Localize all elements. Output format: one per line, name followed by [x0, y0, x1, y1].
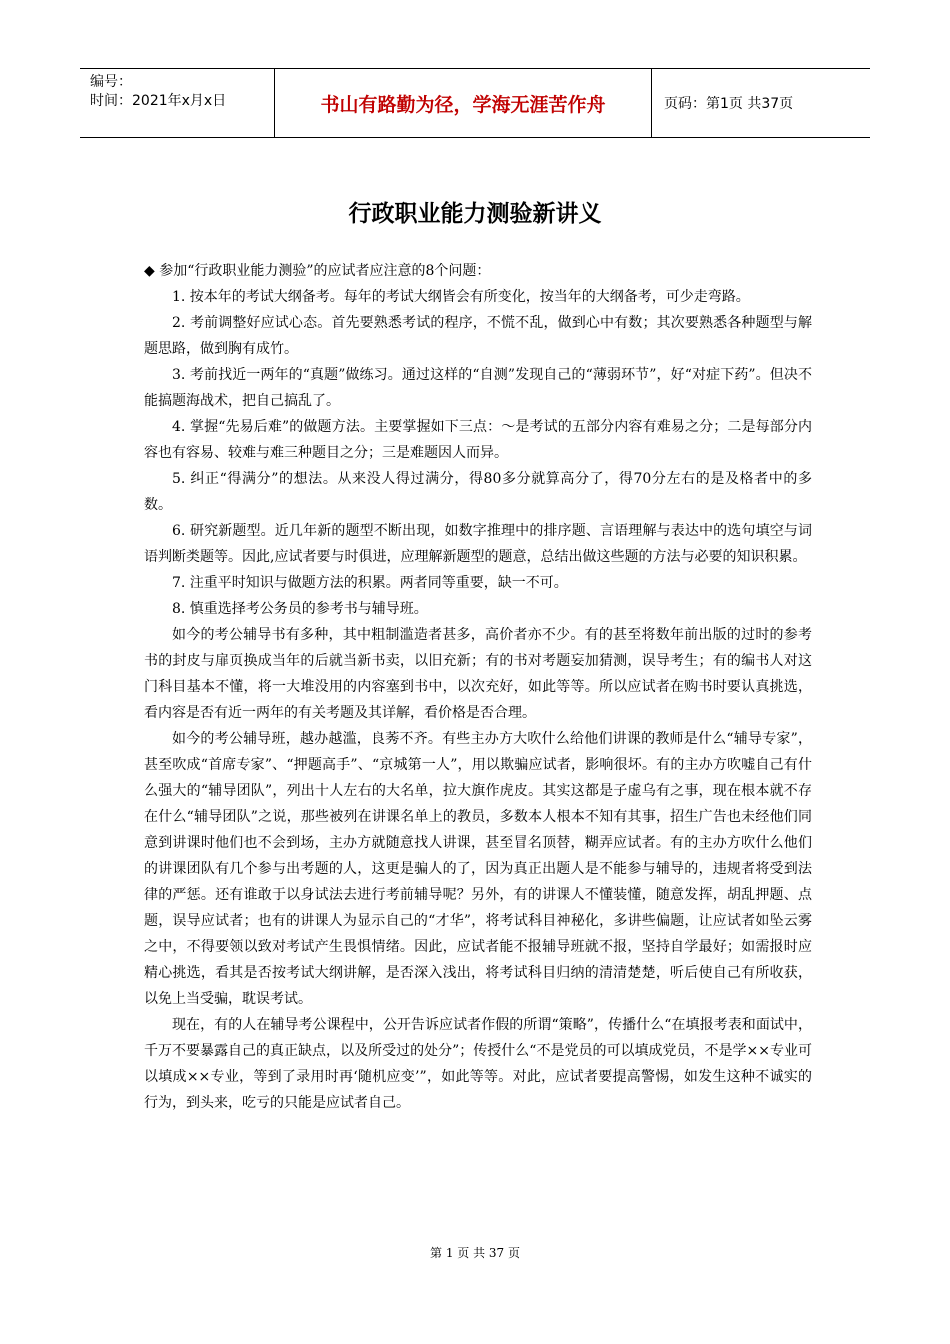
paragraph-5: 5. 纠正“得满分”的想法。从来没人得过满分，得80多分就算高分了，得70分左右的是及格者中的多数。	[144, 471, 812, 513]
paragraph-7: 7. 注重平时知识与做题方法的积累。两者同等重要，缺一不可。	[172, 575, 568, 591]
paragraph-4: 4. 掌握“先易后难”的做题方法。主要掌握如下三点：～是考试的五部分内容有难易之分；二是每部分内容也有容易、较难与难三种题目之分；三是难题因人而异。	[144, 419, 812, 461]
document-title: 行政职业能力测验新讲义	[348, 201, 602, 227]
page-footer: 第 1 页 共 37 页	[430, 1246, 520, 1260]
doc-number-label: 编号：	[90, 74, 132, 90]
doc-time-label: 时间：2021年x月x日	[90, 93, 227, 109]
paragraph-6: 6. 研究新题型。近几年新的题型不断出现，如数字推理中的排序题、言语理解与表达中的选句填空与词语判断类题等。因此,应试者要与时俱进，应理解新题型的题意，总结出做这些题的方法与必要的知识积累。	[144, 523, 812, 565]
paragraph-books: 如今的考公辅导书有多种，其中粗制滥造者甚多，高价者亦不少。有的甚至将数年前出版的过时的参考书的封皮与扉页换成当年的后就当新书卖，以旧充新；有的书对考题妄加猜测，误导考生；有的编书人对这门科目基本不懂，将一大堆没用的内容塞到书中，以次充好，如此等等。所以应试者在购书时要认真挑选，看内容是否有近一两年的有关考题及其详解，看价格是否合理。	[144, 627, 812, 721]
paragraph-1: 1. 按本年的考试大纲备考。每年的考试大纲皆会有所变化，按当年的大纲备考，可少走弯路。	[172, 289, 750, 305]
paragraph-3: 3. 考前找近一两年的“真题”做练习。通过这样的“自测”发现自己的“薄弱环节”，好“对症下药”。但决不能搞题海战术，把自己搞乱了。	[144, 367, 812, 409]
header-motto: 书山有路勤为径，学海无涯苦作舟	[275, 69, 652, 137]
document-body	[144, 258, 812, 1116]
paragraph-classes: 如今的考公辅导班，越办越滥，良莠不齐。有些主办方大吹什么给他们讲课的教师是什么“辅导专家”，甚至吹成“首席专家”、“押题高手”、“京城第一人”，用以欺骗应试者，影响很坏。有的主办方吹嘘自己有什么强大的“辅导团队”，列出十人左右的大名单，拉大旗作虎皮。其实这都是子虚乌有之事，现在根本就不存在什么“辅导团队”之说，那些被列在讲课名单上的教员，多数本人根本不知有其事，招生广告也未经他们同意到讲课时他们也不会到场，主办方就随意找人讲课，甚至冒名顶替，糊弄应试者。有的主办方吹什么他们的讲课团队有几个参与出考题的人，这更是骗人的了，因为真正出题人是不能参与辅导的，违规者将受到法律的严惩。还有谁敢于以身试法去进行考前辅导呢？另外，有的讲课人不懂装懂，随意发挥，胡乱押题、点题，误导应试者；也有的讲课人为显示自己的“才华”，将考试科目神秘化，多讲些偏题，让应试者如坠云雾之中，不得要领以致对考试产生畏惧情绪。因此，应试者能不报辅导班就不报，坚持自学最好；如需报时应精心挑选，看其是否按考试大纲讲解，是否深入浅出，将考试科目归纳的清清楚楚，听后使自己有所收获，以免上当受骗，耽误考试。	[144, 731, 812, 1007]
page-header	[80, 68, 870, 138]
intro-line: ◆ 参加“行政职业能力测验”的应试者应注意的8个问题：	[144, 263, 491, 279]
paragraph-8: 8. 慎重选择考公务员的参考书与辅导班。	[172, 601, 428, 617]
header-page-label: 页码：第1页 共37页	[664, 96, 794, 112]
paragraph-honesty: 现在，有的人在辅导考公课程中，公开告诉应试者作假的所谓“策略”，传播什么“在填报考表和面试中，千万不要暴露自己的真正缺点，以及所受过的处分”；传授什么“不是党员的可以填成党员，不是学××专业可以填成××专业，等到了录用时再‘随机应变’”，如此等等。对此，应试者要提高警惕，如发生这种不诚实的行为，到头来，吃亏的只能是应试者自己。	[144, 1017, 812, 1111]
paragraph-2: 2. 考前调整好应试心态。首先要熟悉考试的程序，不慌不乱，做到心中有数；其次要熟悉各种题型与解题思路，做到胸有成竹。	[144, 315, 812, 357]
header-meta	[80, 69, 275, 137]
